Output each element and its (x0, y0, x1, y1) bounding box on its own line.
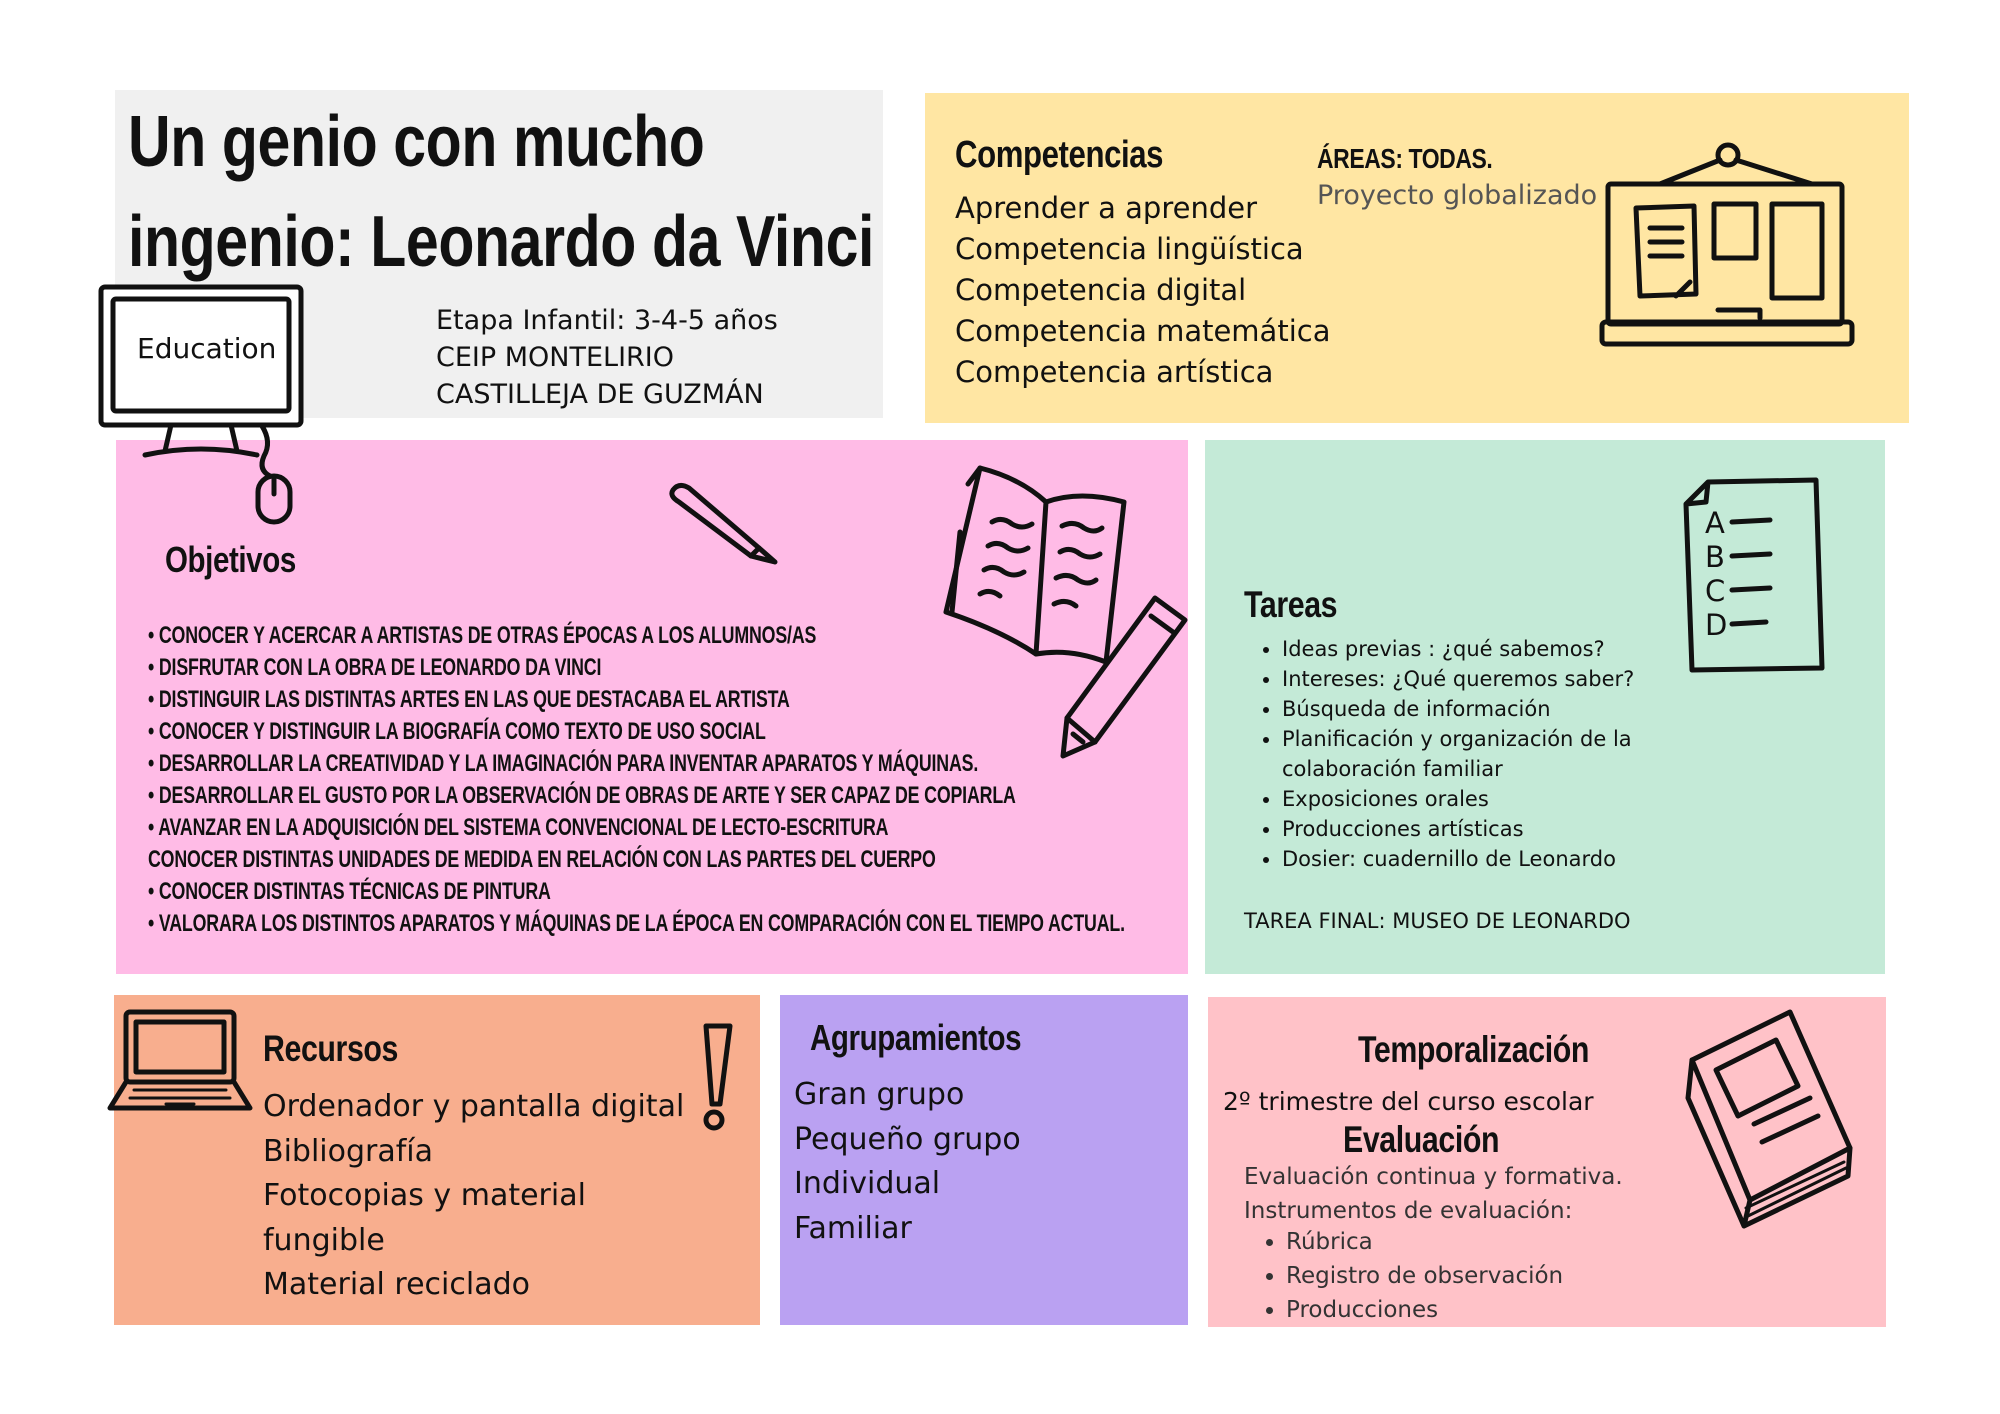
objetivo-item: • VALORARA LOS DISTINTOS APARATOS Y MÁQUINAS DE LA ÉPOCA EN COMPARACIÓN CON EL TIEMPO ACTUAL. (148, 910, 1125, 937)
temporalizacion-heading: Temporalización (1358, 1029, 1590, 1070)
tareas-heading: Tareas (1244, 584, 1338, 625)
recursos-heading: Recursos (263, 1028, 399, 1069)
tarea-item: • Intereses: ¿Qué queremos saber? (1282, 664, 1712, 694)
school-name: CEIP MONTELIRIO (436, 342, 675, 373)
pen-icon (665, 480, 785, 570)
pencil-icon (1055, 592, 1195, 762)
tarea-item: • Exposiciones orales (1282, 784, 1712, 814)
recursos-list (263, 1085, 684, 1308)
objetivo-item: CONOCER DISTINTAS UNIDADES DE MEDIDA EN RELACIÓN CON LAS PARTES DEL CUERPO (148, 846, 936, 873)
objetivo-item: • DISTINGUIR LAS DISTINTAS ARTES EN LAS QUE DESTACABA EL ARTISTA (148, 686, 790, 713)
competencia-item: Competencia lingüística (955, 232, 1304, 266)
competencia-item: Aprender a aprender (955, 191, 1257, 225)
objetivo-item: • AVANZAR EN LA ADQUISICIÓN DEL SISTEMA CONVENCIONAL DE LECTO-ESCRITURA (148, 814, 889, 841)
stage-label: Etapa Infantil: 3-4-5 años (436, 305, 778, 336)
tarea-item: • Dosier: cuadernillo de Leonardo (1282, 844, 1712, 874)
recurso-item: fungible (263, 1222, 385, 1258)
instrumentos-list (1246, 1225, 1563, 1327)
instrumento-item: • Rúbrica (1286, 1225, 1563, 1259)
agrupamiento-item: Pequeño grupo (794, 1121, 1021, 1157)
exclamation-icon (696, 1022, 740, 1132)
tarea-item: • Búsqueda de información (1282, 694, 1712, 724)
agrupamientos-heading: Agrupamientos (810, 1017, 1022, 1058)
areas-heading: ÁREAS: TODAS. (1317, 143, 1493, 174)
instrumento-item: • Producciones (1286, 1293, 1563, 1327)
laptop-icon (106, 1008, 256, 1118)
monitor-label: Education (137, 332, 277, 365)
recurso-item: Ordenador y pantalla digital (263, 1089, 685, 1124)
page-title-line-1: Un genio con mucho (128, 102, 705, 182)
objetivos-heading: Objetivos (165, 539, 296, 580)
agrupamientos-list (794, 1073, 1021, 1251)
evaluacion-line: Instrumentos de evaluación: (1244, 1198, 1573, 1224)
evaluacion-line: Evaluación continua y formativa. (1244, 1164, 1623, 1190)
temporalizacion-text: 2º trimestre del curso escolar (1223, 1087, 1594, 1116)
tarea-final: TAREA FINAL: MUSEO DE LEONARDO (1244, 909, 1631, 933)
competencias-heading: Competencias (955, 134, 1164, 176)
agrupamiento-item: Gran grupo (794, 1077, 965, 1112)
recurso-item: Bibliografía (263, 1133, 434, 1169)
checklist-letter: C (1705, 574, 1726, 608)
checklist-icon (1676, 478, 1826, 678)
evaluacion-heading: Evaluación (1343, 1119, 1500, 1160)
agrupamiento-item: Individual (794, 1166, 941, 1201)
page-title-line-2: ingenio: Leonardo da Vinci (128, 202, 874, 282)
competencia-item: Competencia digital (955, 273, 1247, 307)
tarea-item: • Ideas previas : ¿qué sabemos? (1282, 634, 1712, 664)
objetivo-item: • DESARROLLAR LA CREATIVIDAD Y LA IMAGINACIÓN PARA INVENTAR APARATOS Y MÁQUINAS. (148, 750, 979, 777)
competencias-list (955, 188, 1330, 393)
bulletin-board-icon (1600, 138, 1855, 353)
recurso-item: Material reciclado (263, 1267, 530, 1302)
competencia-item: Competencia matemática (955, 314, 1331, 348)
tareas-list (1242, 634, 1712, 874)
objetivo-item: • CONOCER DISTINTAS TÉCNICAS DE PINTURA (148, 878, 551, 905)
areas-text: Proyecto globalizado (1317, 180, 1598, 211)
competencia-item: Competencia artística (955, 355, 1274, 389)
checklist-letter: A (1705, 506, 1725, 540)
objetivo-item: • CONOCER Y DISTINGUIR LA BIOGRAFÍA COMO TEXTO DE USO SOCIAL (148, 718, 766, 745)
checklist-letters (1705, 506, 1727, 642)
objetivo-item: • CONOCER Y ACERCAR A ARTISTAS DE OTRAS ÉPOCAS A LOS ALUMNOS/AS (148, 622, 817, 649)
tarea-item: • Producciones artísticas (1282, 814, 1712, 844)
town-name: CASTILLEJA DE GUZMÁN (436, 379, 764, 410)
closed-book-icon (1680, 1008, 1860, 1218)
checklist-letter: B (1705, 540, 1725, 574)
recurso-item: Fotocopias y material (263, 1178, 586, 1213)
tarea-item: • Planificación y organización de la colaboración familiar (1282, 724, 1712, 784)
checklist-letter: D (1705, 608, 1728, 642)
evaluacion-text (1244, 1160, 1623, 1228)
objetivo-item: • DISFRUTAR CON LA OBRA DE LEONARDO DA VINCI (148, 654, 602, 681)
instrumento-item: • Registro de observación (1286, 1259, 1563, 1293)
school-info (436, 302, 778, 413)
mouse-icon (250, 420, 300, 530)
page-title (128, 92, 874, 292)
objetivo-item: • DESARROLLAR EL GUSTO POR LA OBSERVACIÓN DE OBRAS DE ARTE Y SER CAPAZ DE COPIARLA (148, 782, 1016, 809)
agrupamiento-item: Familiar (794, 1210, 912, 1246)
